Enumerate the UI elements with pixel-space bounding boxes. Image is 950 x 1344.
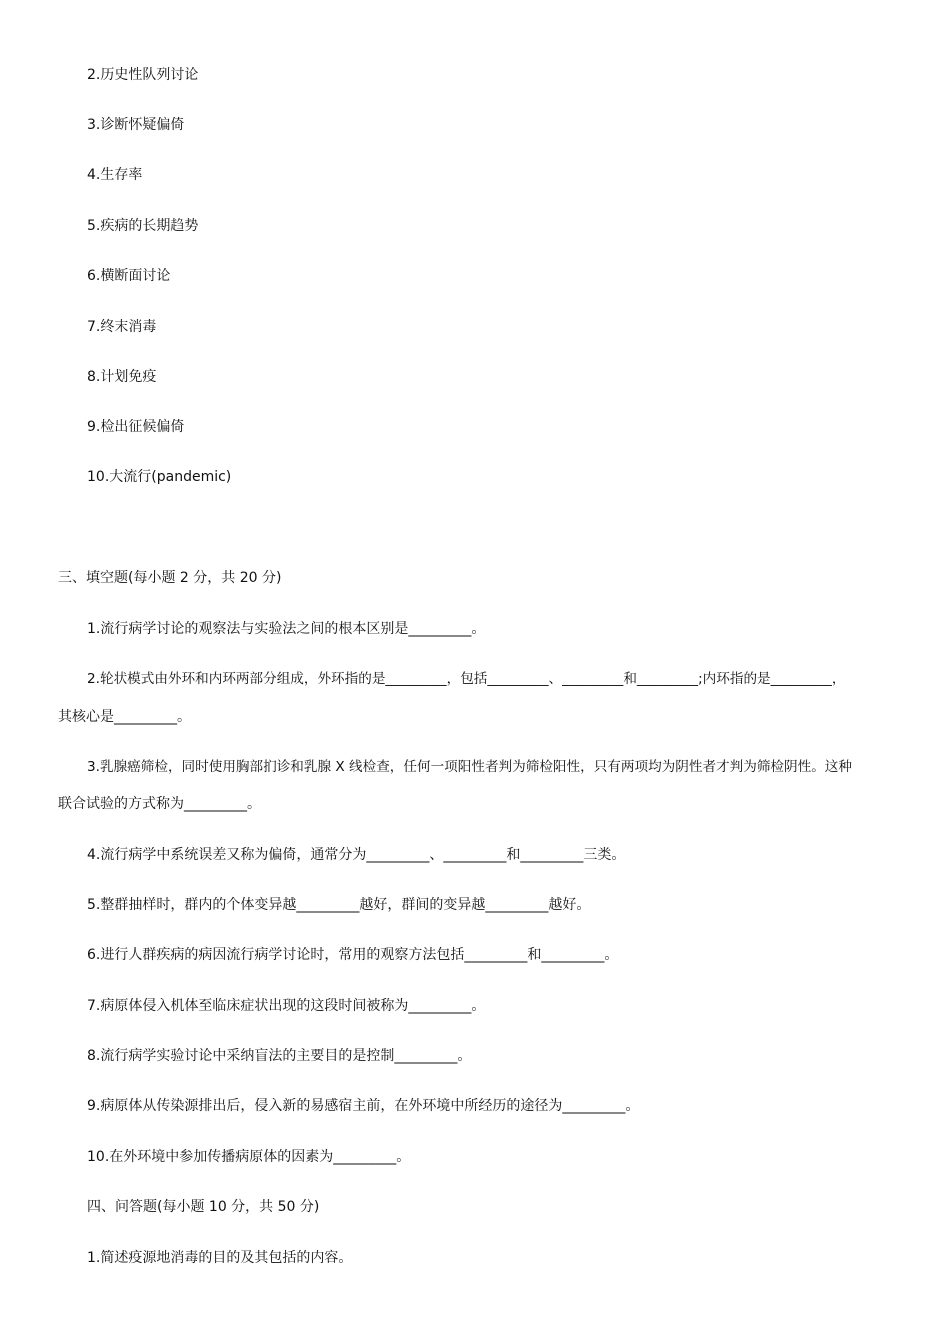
term-item: 7.终末消毒 [87,319,157,335]
fill-blank-question: 10.在外环境中参加传播病原体的因素为_________。 [87,1149,411,1165]
fill-blank-question: 3.乳腺癌筛检，同时使用胸部扪诊和乳腺 X 线检查，任何一项阳性者判为筛检阳性，只有两项均为阴性者才判为筛检阴性。这种 [87,759,852,775]
term-item: 5.疾病的长期趋势 [87,218,199,234]
fill-blank-question-continued: 联合试验的方式称为_________。 [58,796,261,812]
fill-blank-question: 2.轮状模式由外环和内环两部分组成，外环指的是_________，包括_________、_________和_________;内环指的是_________， [87,671,846,687]
term-item: 2.历史性队列讨论 [87,67,199,83]
term-item: 4.生存率 [87,167,143,183]
fill-blank-question: 9.病原体从传染源排出后，侵入新的易感宿主前，在外环境中所经历的途径为_________。 [87,1098,640,1114]
fill-blank-question: 1.流行病学讨论的观察法与实验法之间的根本区别是_________。 [87,621,486,637]
fill-blank-question: 8.流行病学实验讨论中采纳盲法的主要目的是控制_________。 [87,1048,472,1064]
fill-blank-question: 6.进行人群疾病的病因流行病学讨论时，常用的观察方法包括_________和_________。 [87,947,619,963]
term-item: 9.检出征候偏倚 [87,419,185,435]
term-item: 6.横断面讨论 [87,268,171,284]
section-heading-short-answer: 四、问答题(每小题 10 分，共 50 分) [87,1199,320,1215]
fill-blank-question: 4.流行病学中系统误差又称为偏倚，通常分为_________、_________和_________三类。 [87,847,626,863]
term-item: 10.大流行(pandemic) [87,469,232,485]
section-heading-fill-blank: 三、填空题(每小题 2 分，共 20 分) [58,570,282,586]
term-item: 8.计划免疫 [87,369,157,385]
term-item: 3.诊断怀疑偏倚 [87,117,185,133]
fill-blank-question: 7.病原体侵入机体至临床症状出现的这段时间被称为_________。 [87,998,486,1014]
fill-blank-question: 5.整群抽样时，群内的个体变异越_________越好，群间的变异越_________越好。 [87,897,591,913]
short-answer-question: 1.简述疫源地消毒的目的及其包括的内容。 [87,1250,353,1266]
fill-blank-question-continued: 其核心是_________。 [58,709,191,725]
